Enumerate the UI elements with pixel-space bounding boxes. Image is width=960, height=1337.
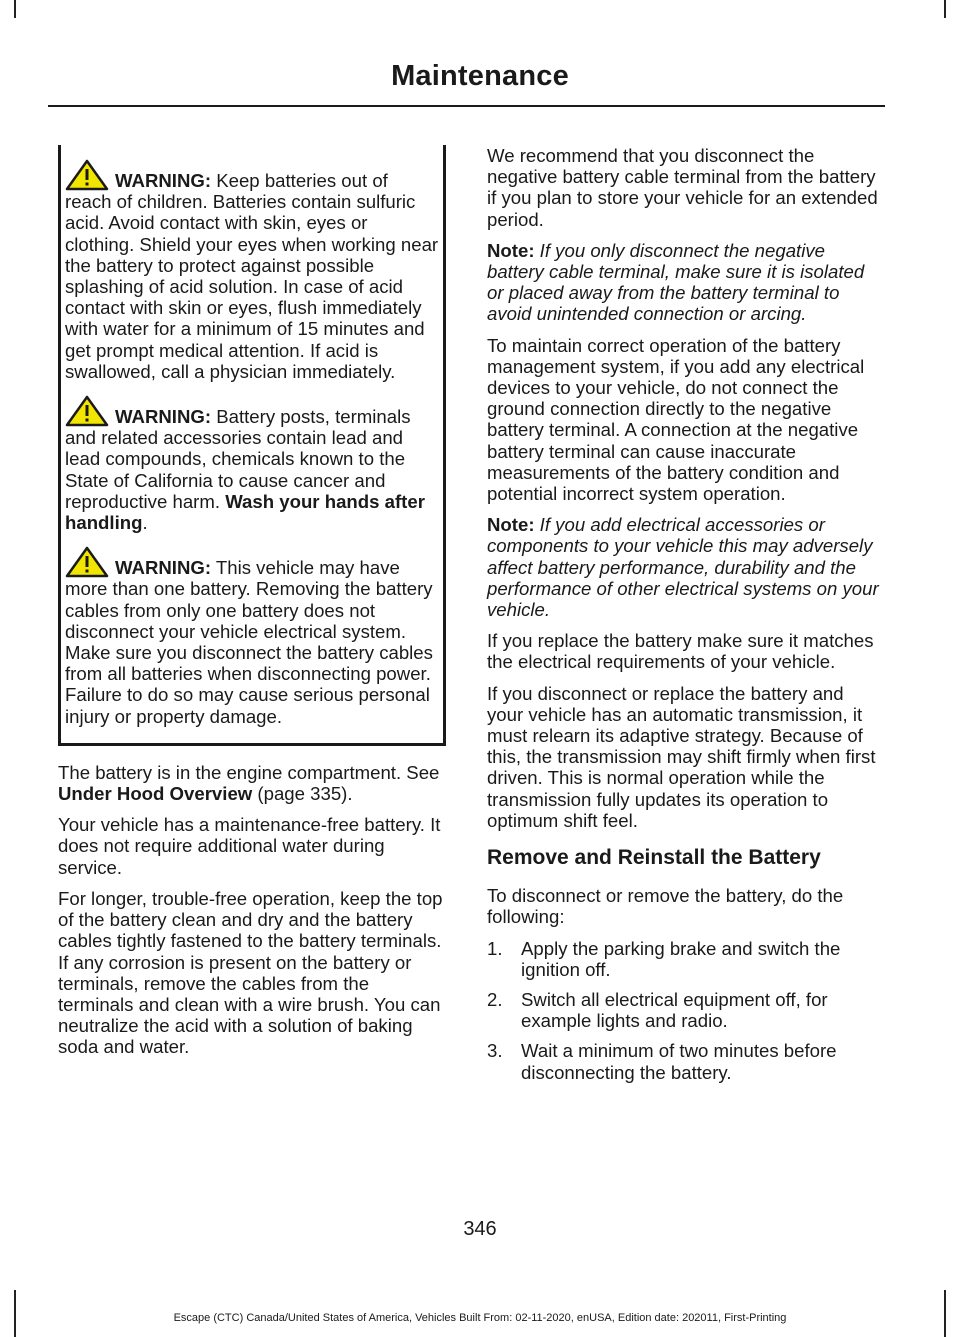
header-rule (48, 105, 885, 107)
step-text: Wait a minimum of two minutes before disconnecting the battery. (521, 1040, 837, 1083)
warning-block (65, 546, 439, 727)
paragraph: Your vehicle has a maintenance-free battery. It does not require additional water during service. (58, 814, 441, 878)
page-title: Maintenance (391, 60, 569, 92)
warning-label: WARNING: (115, 170, 212, 191)
warning-text: Battery posts, terminals and related accessories contain lead and lead compounds, chemicals known to the State of California to cause cancer and reproductive harm. (65, 406, 411, 512)
section-heading: Remove and Reinstall the Battery (487, 846, 821, 870)
warning-text: This vehicle may have more than one battery. Removing the battery cables from only one battery does not disconnect your vehicle electrical system. Make sure you disconnect the battery cables from all batteries when disconnecting power. Failure to do so may cause serious personal injury or property damage. (65, 557, 433, 727)
right-column (487, 145, 880, 1092)
step-number: 3. (487, 1040, 503, 1062)
page-number: 346 (463, 1218, 497, 1240)
warning-emphasis: Wash your hands after handling (65, 490, 425, 534)
paragraph (58, 762, 446, 804)
paragraph: If you replace the battery make sure it matches the electrical requirements of your vehicle. (487, 630, 874, 673)
warning-block (65, 395, 439, 533)
steps-list (487, 938, 880, 1083)
warning-text: Keep batteries out of reach of children. Batteries contain sulfuric acid. Avoid contact with skin, eyes or clothing. Shield your eyes when working near the battery to protect against possible splashing of acid solution. In case of acid contact with skin or eyes, flush immediately with water for a minimum of 15 minutes and get prompt medical attention. If acid is swallowed, call a physician immediately. (65, 170, 439, 382)
paragraph: For longer, trouble-free operation, keep the top of the battery clean and dry and the battery cables tightly fastened to the battery terminals. If any corrosion is present on the battery or terminals, remove the cables from the terminals and clean with a wire brush. You can neutralize the acid with a solution of baking soda and water. (58, 887, 443, 1058)
note-text: If you add electrical accessories or components to your vehicle this may adversely affect battery performance, durability and the performance of other electrical systems on your vehicle. (487, 514, 879, 621)
warning-label: WARNING: (115, 557, 212, 579)
warning-triangle-icon (65, 159, 109, 191)
note-text: If you only disconnect the negative battery cable terminal, make sure it is isolated or placed away from the battery terminal to avoid unintended connection or arcing. (487, 239, 865, 325)
warning-tail: . (142, 512, 148, 534)
warning-box (58, 145, 446, 746)
paragraph: We recommend that you disconnect the negative battery cable terminal from the battery if you plan to store your vehicle for an extended period. (487, 145, 878, 230)
list-item (487, 1040, 880, 1082)
warning-triangle-icon (65, 546, 109, 578)
warning-label: WARNING: (115, 406, 212, 428)
list-item (487, 989, 880, 1031)
warning-triangle-icon (65, 395, 109, 427)
paragraph: To maintain correct operation of the battery management system, if you add any electrical devices to your vehicle, do not connect the ground connection directly to the negative battery terminal. A connection at the negative battery terminal can cause inaccurate measurements of the battery condition and potential incorrect system operation. (487, 334, 865, 505)
list-item (487, 938, 880, 980)
step-number: 2. (487, 988, 503, 1010)
footer-text: Escape (CTC) Canada/United States of America, Vehicles Built From: 02-11-2020, enUSA, Edition date: 202011, First-Printing (173, 1312, 787, 1324)
left-column (58, 145, 446, 1068)
step-text: Switch all electrical equipment off, for example lights and radio. (521, 988, 828, 1032)
text-span: The battery is in the engine compartment. See (58, 761, 440, 783)
text-span: (page 335). (252, 783, 353, 805)
crop-mark (944, 0, 946, 18)
note-label: Note: (487, 514, 535, 536)
paragraph: If you disconnect or replace the battery and your vehicle has an automatic transmission, it must relearn its adaptive strategy. Because of this, the transmission may shift firmly when first driven. This is normal operation while the transmission fully updates its operation to optimum shift feel. (487, 682, 876, 831)
note-label: Note: (487, 239, 535, 261)
step-text: Apply the parking brake and switch the ignition off. (521, 937, 841, 980)
paragraph: To disconnect or remove the battery, do the following: (487, 885, 844, 928)
step-number: 1. (487, 937, 503, 959)
note (487, 514, 880, 620)
note (487, 240, 880, 325)
warning-block (65, 159, 439, 382)
page-reference-link[interactable]: Under Hood Overview (58, 783, 253, 805)
crop-mark (14, 0, 16, 18)
